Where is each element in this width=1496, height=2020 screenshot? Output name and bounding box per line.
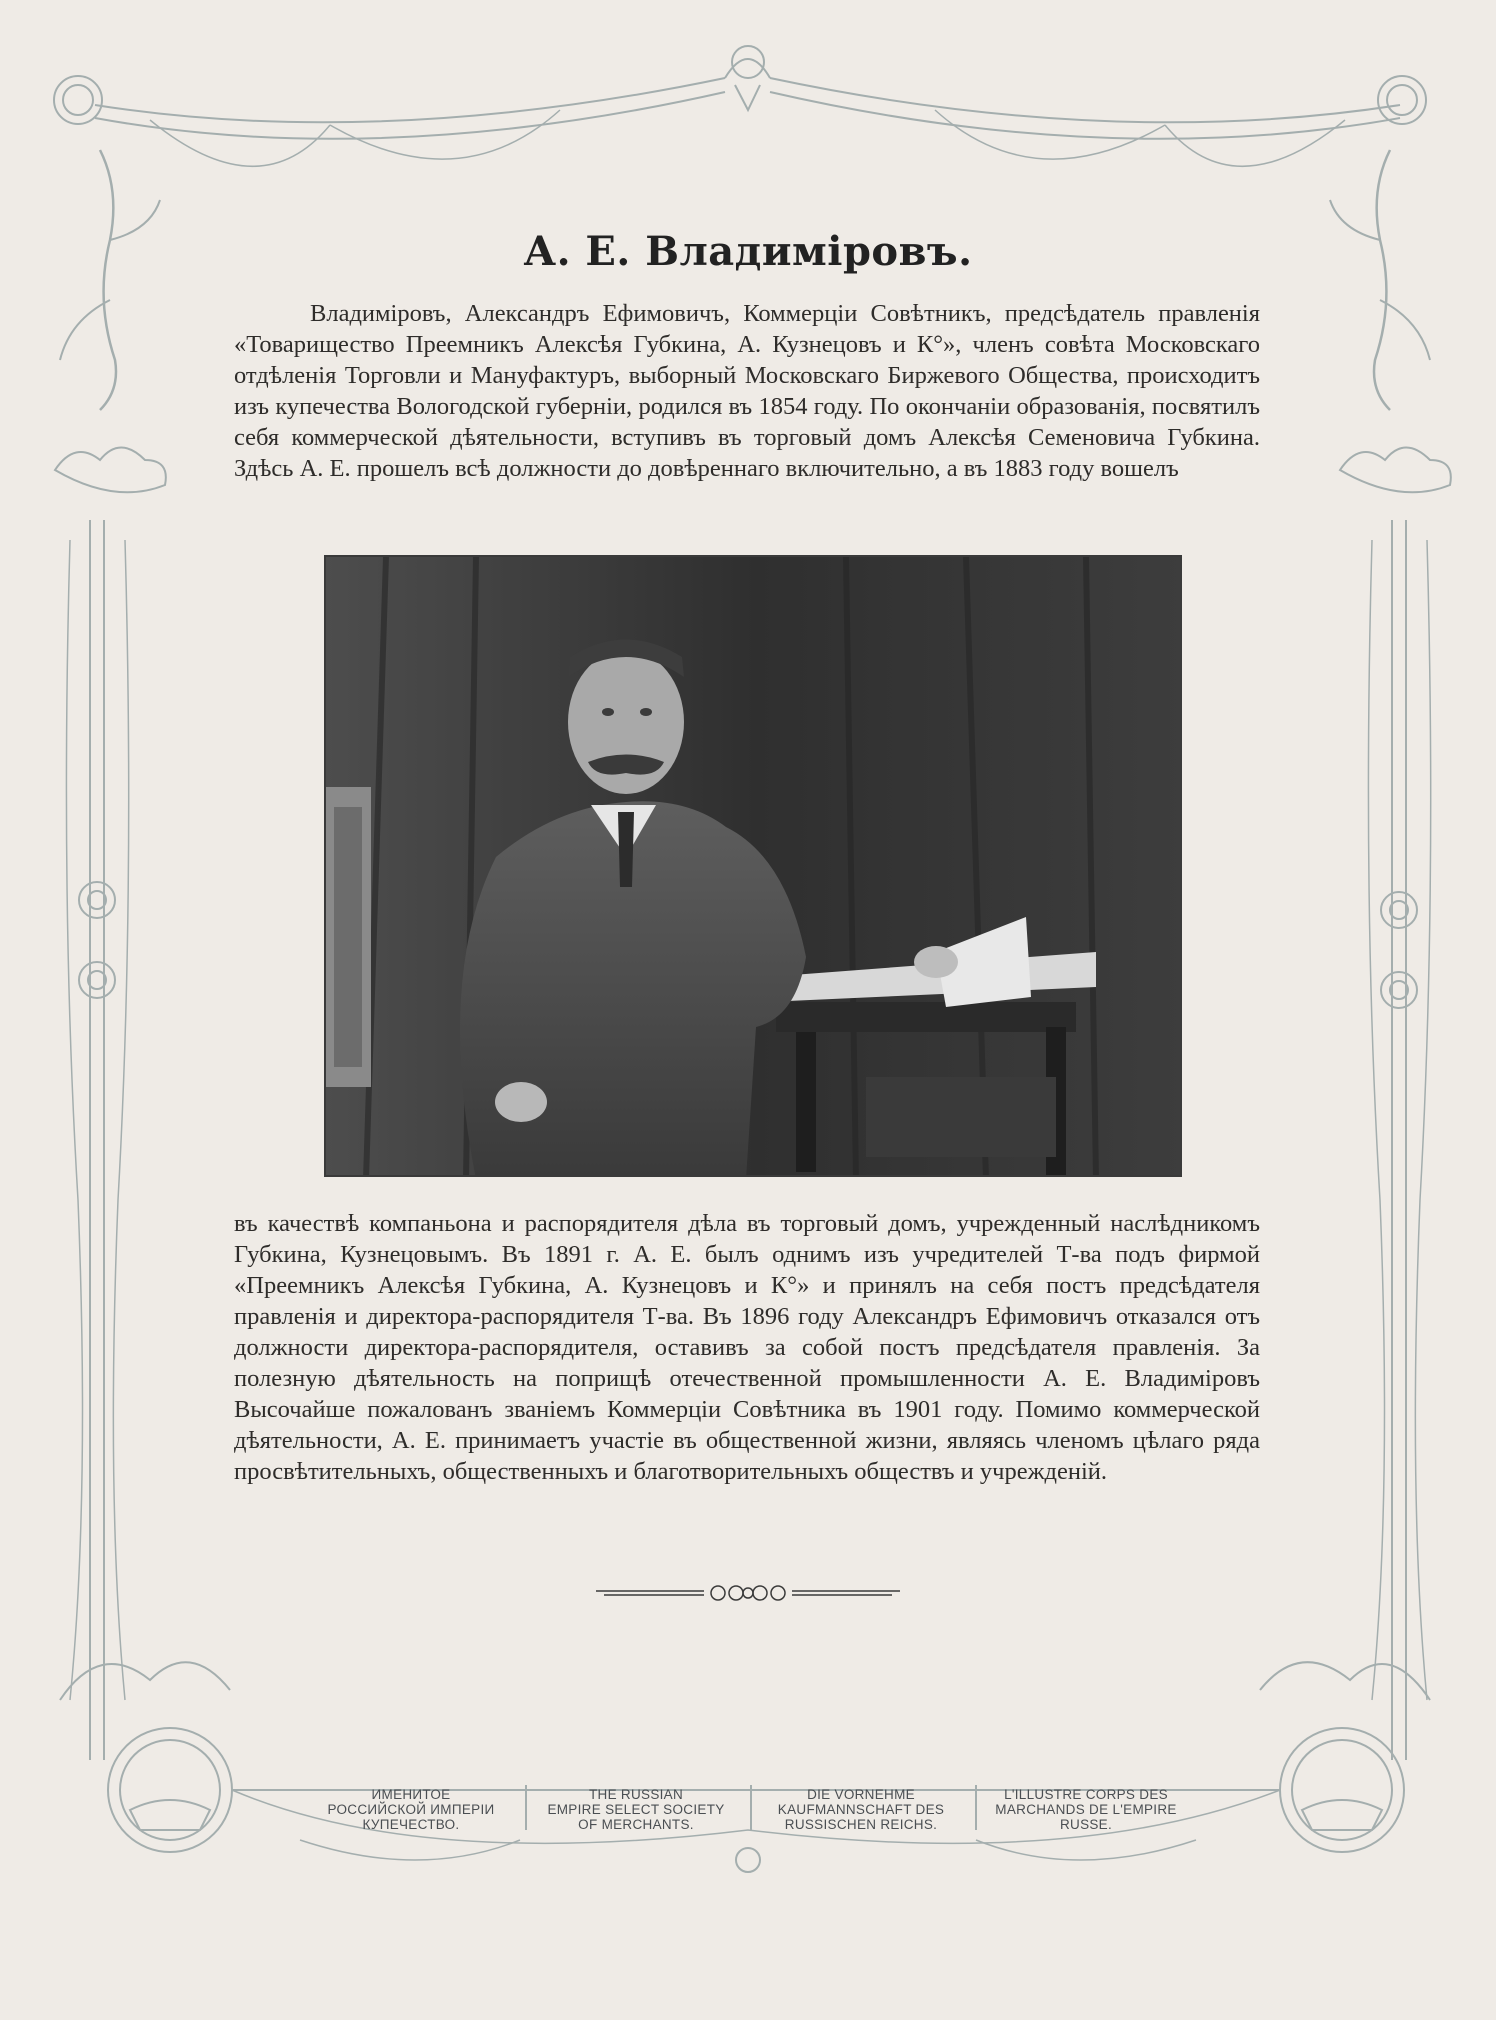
footer-line: L'ILLUSTRE CORPS DES xyxy=(1004,1787,1168,1802)
footer-line: THE RUSSIAN xyxy=(588,1787,684,1802)
ornamental-divider xyxy=(596,1576,900,1610)
biography-paragraph-1: Владиміровъ, Александръ Ефимовичъ, Коммерціи Совѣтникъ, предсѣдатель правленія «Товарищество Преемникъ Алексѣя Губкина, А. Кузнецовъ и К°», членъ совѣта Московскаго отдѣленія Торговли и Мануфактуръ, выборный Московскаго Биржевого Общества, происходитъ изъ купечества Вологодской губерніи, родился въ 1854 году. По окончаніи образованія, посвятилъ себя коммерческой дѣятельности, вступивъ въ торговый домъ Алексѣя Семеновича Губкина. Здѣсь А. Е. прошелъ всѣ должности до довѣреннаго включительно, а въ 1883 году вошелъ xyxy=(234,300,1260,482)
footer-line: ИМЕНИТОЕ xyxy=(371,1787,451,1802)
footer-line: КУПЕЧЕСТВО. xyxy=(362,1817,460,1832)
footer-line: РОССИЙСКОЙ ИМПЕРІИ xyxy=(327,1802,495,1817)
footer-line: EMPIRE SELECT SOCIETY xyxy=(547,1802,725,1817)
portrait-photo xyxy=(324,555,1182,1177)
footer-title-french xyxy=(981,1787,1191,1832)
footer-line: KAUFMANNSCHAFT DES xyxy=(777,1802,945,1817)
biography-paragraph-2: въ качествѣ компаньона и распорядителя дѣла въ торговый домъ, учрежденный наслѣдникомъ Губкина, Кузнецовымъ. Въ 1891 г. А. Е. былъ однимъ изъ учредителей Т-ва подъ фирмой «Преемникъ Алексѣя Губкина, А. Кузнецовъ и К°» и принялъ на себя постъ предсѣдателя правленія и директора-распорядителя Т-ва. Въ 1896 году Александръ Ефимовичъ отказался отъ должности директора-распорядителя, оставивъ за собой постъ предсѣдателя правленія. За полезную дѣятельность на поприщѣ отечественной промышленности А. Е. Владиміровъ Высочайше пожалованъ званіемъ Коммерціи Совѣтника въ 1901 году. Помимо коммерческой дѣятельности, А. Е. принимаетъ участіе въ общественной жизни, являясь членомъ цѣлаго ряда просвѣтительныхъ, общественныхъ и благотворительныхъ обществъ и учрежденій. xyxy=(234,1210,1260,1485)
biography-continuation xyxy=(234,1208,1260,1487)
footer-title-russian xyxy=(306,1787,516,1832)
biography-intro xyxy=(234,298,1260,484)
footer-line: OF MERCHANTS. xyxy=(578,1817,694,1832)
footer-line: DIE VORNEHME xyxy=(807,1787,915,1802)
page-title: А. Е. Владиміровъ. xyxy=(523,228,973,275)
footer-line: MARCHANDS DE L'EMPIRE xyxy=(995,1802,1177,1817)
footer-line: RUSSE. xyxy=(1059,1817,1113,1832)
footer-title-english xyxy=(531,1787,741,1832)
footer-line: RUSSISCHEN REICHS. xyxy=(784,1817,938,1832)
footer-title-german xyxy=(756,1787,966,1832)
